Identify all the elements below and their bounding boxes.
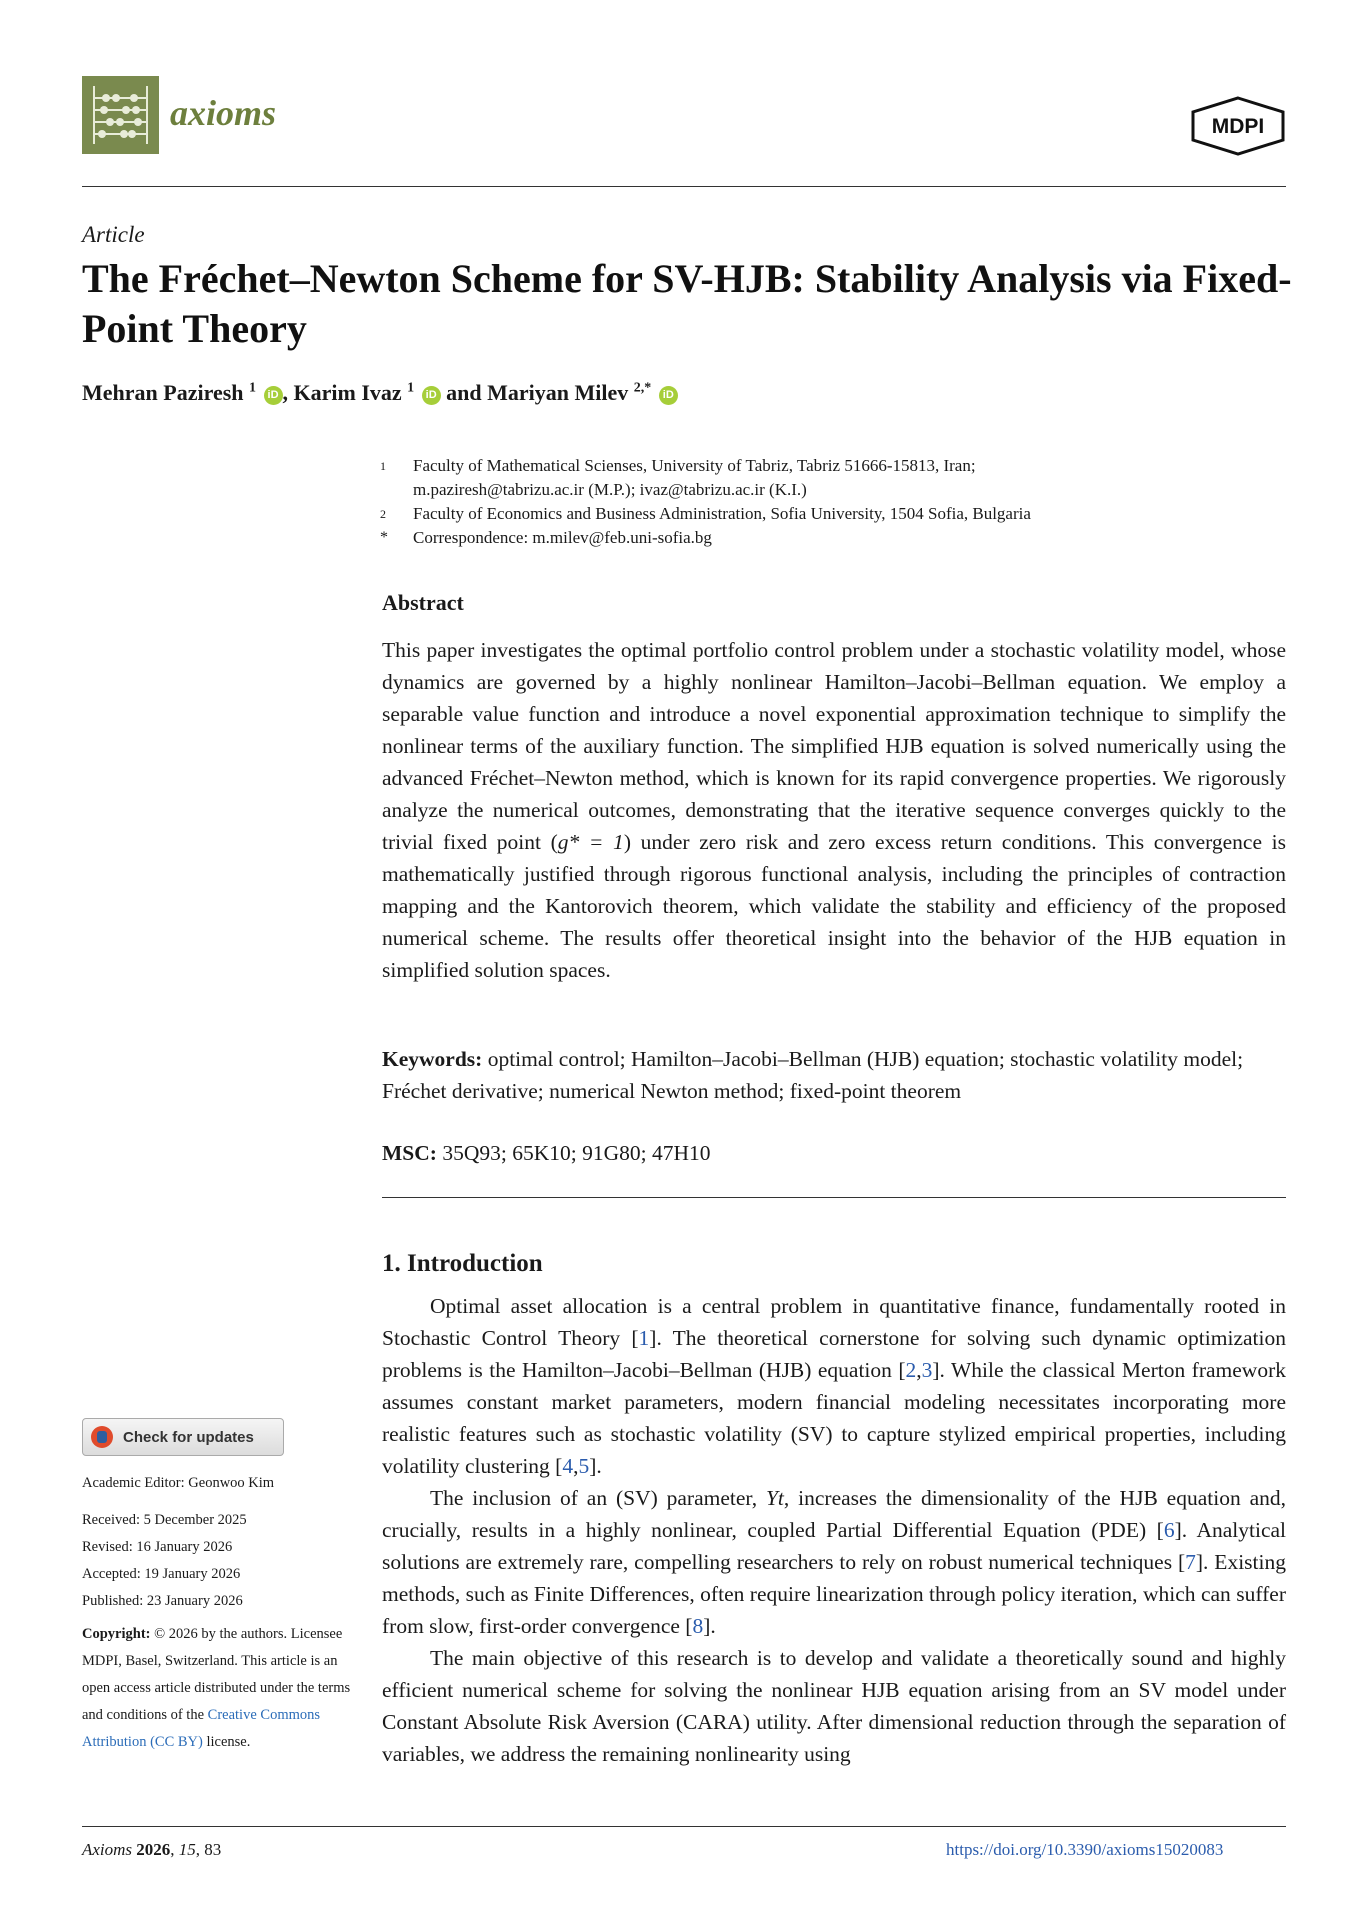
citation-link[interactable]: 5 bbox=[578, 1454, 590, 1478]
author-affiliation-mark: 2,* bbox=[633, 380, 652, 396]
affiliation-line: Faculty of Economics and Business Administration, Sofia University, 1504 Sofia, Bulgaria bbox=[413, 504, 1031, 523]
msc-text: 35Q93; 65K10; 91G80; 47H10 bbox=[442, 1141, 711, 1165]
license-link[interactable]: Creative Commons Attribution (CC BY) bbox=[82, 1707, 321, 1750]
author-affiliation-mark: 1 bbox=[407, 380, 415, 396]
author-name[interactable]: Mehran Paziresh bbox=[82, 380, 244, 405]
copyright-label: Copyright: bbox=[82, 1626, 151, 1642]
mdpi-logo-text: MDPI bbox=[1211, 115, 1265, 138]
citation-link[interactable]: 3 bbox=[921, 1358, 933, 1382]
copyright-text: © 2026 by the authors. Licensee MDPI, Basel, Switzerland. This article is an open access article distributed under the terms and conditions of the bbox=[82, 1626, 351, 1723]
affiliation-item bbox=[380, 502, 1290, 526]
publication-sidebar bbox=[82, 1470, 362, 1756]
paragraph bbox=[382, 1482, 1286, 1642]
paragraph-text: Optimal asset allocation is a central problem in quantitative finance, fundamentally rooted in Stochastic Control Theory [ bbox=[382, 1294, 1286, 1350]
revised-date: Revised: 16 January 2026 bbox=[82, 1539, 233, 1555]
paragraph-text: , bbox=[916, 1358, 922, 1382]
keywords-text: optimal control; Hamilton–Jacobi–Bellman (HJB) equation; stochastic volatility model; Fréchet derivative; numerical Newton method; fixed-point theorem bbox=[382, 1047, 1244, 1103]
article-type: Article bbox=[82, 222, 145, 247]
affiliation-mark: 2 bbox=[380, 507, 386, 521]
copyright-notice bbox=[82, 1621, 362, 1756]
citation-link[interactable]: 8 bbox=[692, 1614, 704, 1638]
check-for-updates-button[interactable] bbox=[82, 1418, 284, 1456]
affiliations bbox=[380, 454, 1290, 550]
journal-name[interactable]: axioms bbox=[170, 93, 277, 133]
orcid-icon[interactable]: iD bbox=[264, 386, 283, 405]
keywords bbox=[382, 1043, 1286, 1107]
abstract-text-part: ) under zero risk and zero excess return conditions. This convergence is mathematically justified through rigorous functional analysis, including the principles of contraction mapping and the Kantorovich theorem, which validate the stability and efficiency of the proposed numerical scheme. The results offer theoretical insight into the behavior of the HJB equation in simplified solution spaces. bbox=[382, 830, 1286, 982]
author-list bbox=[82, 380, 678, 406]
math-symbol: Yt bbox=[765, 1486, 784, 1510]
footer-divider bbox=[82, 1826, 1286, 1827]
msc-codes bbox=[382, 1137, 1286, 1169]
footer-journal: Axioms bbox=[82, 1840, 133, 1859]
update-icon bbox=[91, 1426, 113, 1448]
abstract-math: g* = 1 bbox=[557, 830, 624, 854]
license-suffix: license. bbox=[206, 1734, 251, 1750]
abstract-body bbox=[382, 634, 1286, 986]
author-affiliation-mark: 1 bbox=[249, 380, 257, 396]
doi-link[interactable]: https://doi.org/10.3390/axioms15020083 bbox=[946, 1840, 1224, 1859]
paragraph-text: ]. The theoretical cornerstone for solving such dynamic optimization problems is the Hamilton–Jacobi–Bellman (HJB) equation [ bbox=[382, 1326, 1286, 1382]
academic-editor: Academic Editor: Geonwoo Kim bbox=[82, 1475, 275, 1491]
accepted-date: Accepted: 19 January 2026 bbox=[82, 1566, 241, 1582]
paragraph-text: ]. bbox=[589, 1454, 602, 1478]
author-name[interactable]: Mariyan Milev bbox=[487, 380, 629, 405]
citation-link[interactable]: 7 bbox=[1185, 1550, 1196, 1574]
affiliation-emails[interactable]: m.paziresh@tabrizu.ac.ir (M.P.); ivaz@tabrizu.ac.ir (K.I.) bbox=[413, 480, 807, 499]
paragraph-text: The inclusion of an (SV) parameter, bbox=[430, 1486, 766, 1510]
footer-year: 2026 bbox=[136, 1840, 171, 1859]
paragraph-text: , bbox=[573, 1454, 579, 1478]
received-date: Received: 5 December 2025 bbox=[82, 1512, 247, 1528]
section-heading: 1. Introduction bbox=[382, 1250, 543, 1277]
footer-volume: 15 bbox=[178, 1840, 196, 1859]
affiliation-line: Faculty of Mathematical Scienses, University of Tabriz, Tabriz 51666-15813, Iran; bbox=[413, 456, 976, 475]
paragraph-text: ]. Analytical solutions are extremely rare, compelling researchers to rely on robust numerical techniques [ bbox=[382, 1518, 1287, 1574]
author-separator: and bbox=[440, 380, 488, 405]
check-updates-label: Check for updates bbox=[123, 1428, 254, 1446]
header-divider bbox=[82, 186, 1286, 187]
citation-link[interactable]: 2 bbox=[905, 1358, 917, 1382]
citation-link[interactable]: 1 bbox=[638, 1326, 650, 1350]
abstract-divider bbox=[382, 1197, 1286, 1198]
abstract-heading: Abstract bbox=[382, 590, 464, 615]
paragraph-text: ]. bbox=[703, 1614, 716, 1638]
affiliation-mark: * bbox=[380, 529, 388, 546]
orcid-icon[interactable]: iD bbox=[422, 386, 441, 405]
journal-logo-icon bbox=[82, 76, 159, 154]
orcid-icon[interactable]: iD bbox=[659, 386, 678, 405]
paragraph-text: ]. While the classical Merton framework assumes constant market parameters, modern financial modeling necessitates incorporating more realistic features such as stochastic volatility (SV) to capture stylized empirical properties, including volatility clustering [ bbox=[382, 1358, 1286, 1478]
citation-footer: Axioms 2026, 15, 83 bbox=[82, 1840, 222, 1859]
paragraph-text: ]. Existing methods, such as Finite Differences, often require linearization through policy iteration, which can suffer from slow, first-order convergence [ bbox=[382, 1550, 1286, 1638]
affiliation-item bbox=[380, 454, 1290, 502]
affiliation-mark: 1 bbox=[380, 459, 386, 473]
paper-title: The Fréchet–Newton Scheme for SV-HJB: Stability Analysis via Fixed-Point Theory bbox=[82, 256, 1292, 351]
citation-link[interactable]: 4 bbox=[562, 1454, 574, 1478]
abstract-text-part: This paper investigates the optimal portfolio control problem under a stochastic volatility model, whose dynamics are governed by a highly nonlinear Hamilton–Jacobi–Bellman equation. We employ a separable value function and introduce a novel exponential approximation technique to simplify the nonlinear terms of the auxiliary function. The simplified HJB equation is solved numerically using the advanced Fréchet–Newton method, which is known for its rapid convergence properties. We rigorously analyze the numerical outcomes, demonstrating that the iterative sequence converges quickly to the trivial fixed point ( bbox=[382, 638, 1286, 854]
author-separator: , bbox=[282, 380, 294, 405]
paragraph-text: The main objective of this research is to develop and validate a theoretically sound and highly efficient numerical scheme for solving the nonlinear HJB equation arising from an SV model under Constant Absolute Risk Aversion (CARA) utility. After dimensional reduction through the separation of variables, we address the remaining nonlinearity using bbox=[382, 1646, 1286, 1766]
paragraph bbox=[382, 1290, 1286, 1482]
mdpi-logo-icon[interactable] bbox=[1188, 96, 1288, 156]
paragraph bbox=[382, 1642, 1286, 1770]
citation-link[interactable]: 6 bbox=[1163, 1518, 1175, 1542]
published-date: Published: 23 January 2026 bbox=[82, 1593, 243, 1609]
affiliation-item bbox=[380, 526, 1290, 550]
introduction-body bbox=[382, 1290, 1286, 1770]
keywords-label: Keywords: bbox=[382, 1047, 483, 1071]
author-name[interactable]: Karim Ivaz bbox=[293, 380, 402, 405]
msc-label: MSC: bbox=[382, 1141, 437, 1165]
footer-article-number: 83 bbox=[204, 1840, 222, 1859]
paragraph-text: , increases the dimensionality of the HJB equation and, crucially, results in a highly nonlinear, coupled Partial Differential Equation (PDE) [ bbox=[382, 1486, 1286, 1542]
correspondence-line[interactable]: Correspondence: m.milev@feb.uni-sofia.bg bbox=[413, 528, 712, 547]
